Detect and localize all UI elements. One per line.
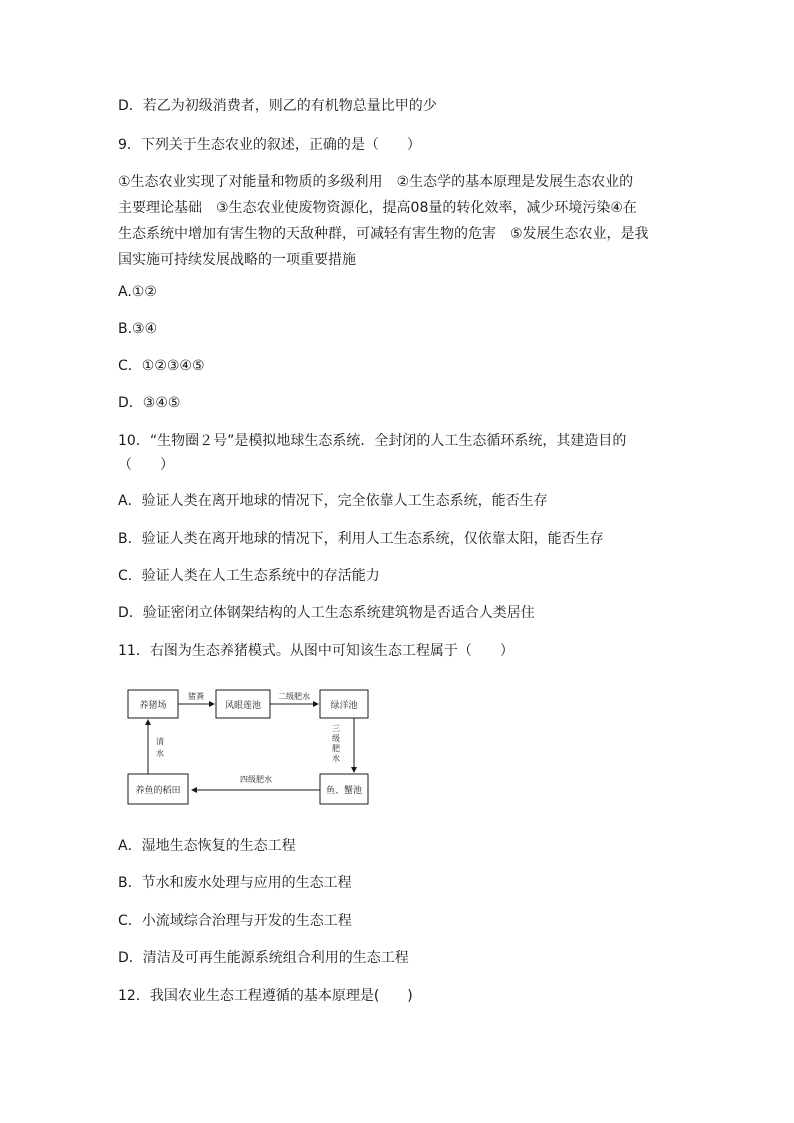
q9-statement-line: 生态系统中增加有害生物的天敌种群，可减轻有害生物的危害 ⑤发展生态农业，是我 (118, 226, 649, 242)
arrow-third-fertilizer-char-3: 肥 (332, 744, 340, 753)
q10-option-a: A．验证人类在离开地球的情况下，完全依靠人工生态系统，能否生存 (118, 493, 548, 509)
arrow-clean-water (148, 720, 164, 774)
arrow-fourth-fertilizer (192, 774, 320, 790)
arrow-third-fertilizer-char-4: 水 (332, 754, 340, 763)
q10-stem-line2: （ ） (118, 457, 174, 473)
box-pig-farm (128, 690, 178, 718)
pig-farming-diagram (118, 682, 378, 812)
q11-stem: 11．右图为生态养猪模式。从图中可知该生态工程属于（ ） (118, 643, 514, 659)
q9-option-c: C．①②③④⑤ (118, 358, 205, 374)
box-rice-field (128, 774, 188, 804)
q9-option-d: D．③④⑤ (118, 395, 181, 411)
q10-option-b: B．验证人类在离开地球的情况下，利用人工生态系统，仅依靠太阳，能否生存 (118, 531, 604, 547)
arrow-second-fertilizer-label: 二级肥水 (278, 692, 310, 701)
box-green-pond-label: 绿洋池 (330, 701, 358, 711)
arrow-third-fertilizer-char-2: 级 (332, 734, 340, 743)
q11-option-d: D．清洁及可再生能源系统组合利用的生态工程 (118, 950, 409, 966)
box-green-pond (320, 690, 368, 718)
arrow-clean-water-char-2: 水 (156, 749, 164, 758)
box-water-hyacinth-label: 风眼莲池 (224, 701, 262, 711)
arrow-third-fertilizer-char-1: 三 (332, 724, 340, 733)
arrow-third-fertilizer (332, 718, 354, 772)
box-rice-field-label: 养鱼的稻田 (135, 786, 181, 796)
arrow-pig-manure-label: 猪粪 (188, 692, 204, 701)
box-water-hyacinth-pond (216, 690, 270, 718)
q11-option-c: C．小流域综合治理与开发的生态工程 (118, 913, 352, 929)
q9-option-a: A.①② (118, 284, 157, 300)
q9-statement-line: ①生态农业实现了对能量和物质的多级利用 ②生态学的基本原理是发展生态农业的 (118, 174, 634, 190)
q10-option-c: C．验证人类在人工生态系统中的存活能力 (118, 568, 380, 584)
q9-option-b: B.③④ (118, 321, 158, 337)
q10-option-d: D．验证密闭立体钢架结构的人工生态系统建筑物是否适合人类居住 (118, 605, 535, 621)
arrow-clean-water-char-1: 清 (156, 737, 164, 746)
q9-stem: 9．下列关于生态农业的叙述，正确的是（ ） (118, 137, 421, 153)
q12-stem: 12．我国农业生态工程遵循的基本原理是( ) (118, 988, 413, 1004)
box-fish-crab-label: 鱼、蟹池 (325, 786, 363, 796)
q10-stem-line1: 10．“生物圈２号”是模拟地球生态系统．全封闭的人工生态循环系统，其建造目的 (118, 433, 627, 449)
arrow-pig-manure (178, 691, 214, 704)
q11-option-b: B．节水和废水处理与应用的生态工程 (118, 875, 352, 891)
arrow-second-fertilizer (270, 691, 318, 704)
q11-option-a: A．湿地生态恢复的生态工程 (118, 838, 296, 854)
q9-statements (118, 169, 688, 273)
arrow-fourth-fertilizer-label: 四级肥水 (240, 775, 272, 784)
box-pig-farm-label: 养猪场 (139, 701, 167, 711)
box-fish-crab-pond (320, 774, 368, 804)
q8-option-d: D．若乙为初级消费者，则乙的有机物总量比甲的少 (118, 98, 437, 114)
q9-statement-line: 主要理论基础 ③生态农业使废物资源化，提高08量的转化效率，减少环境污染④在 (118, 200, 637, 216)
q9-statement-line: 国实施可持续发展战略的一项重要措施 (118, 252, 356, 268)
